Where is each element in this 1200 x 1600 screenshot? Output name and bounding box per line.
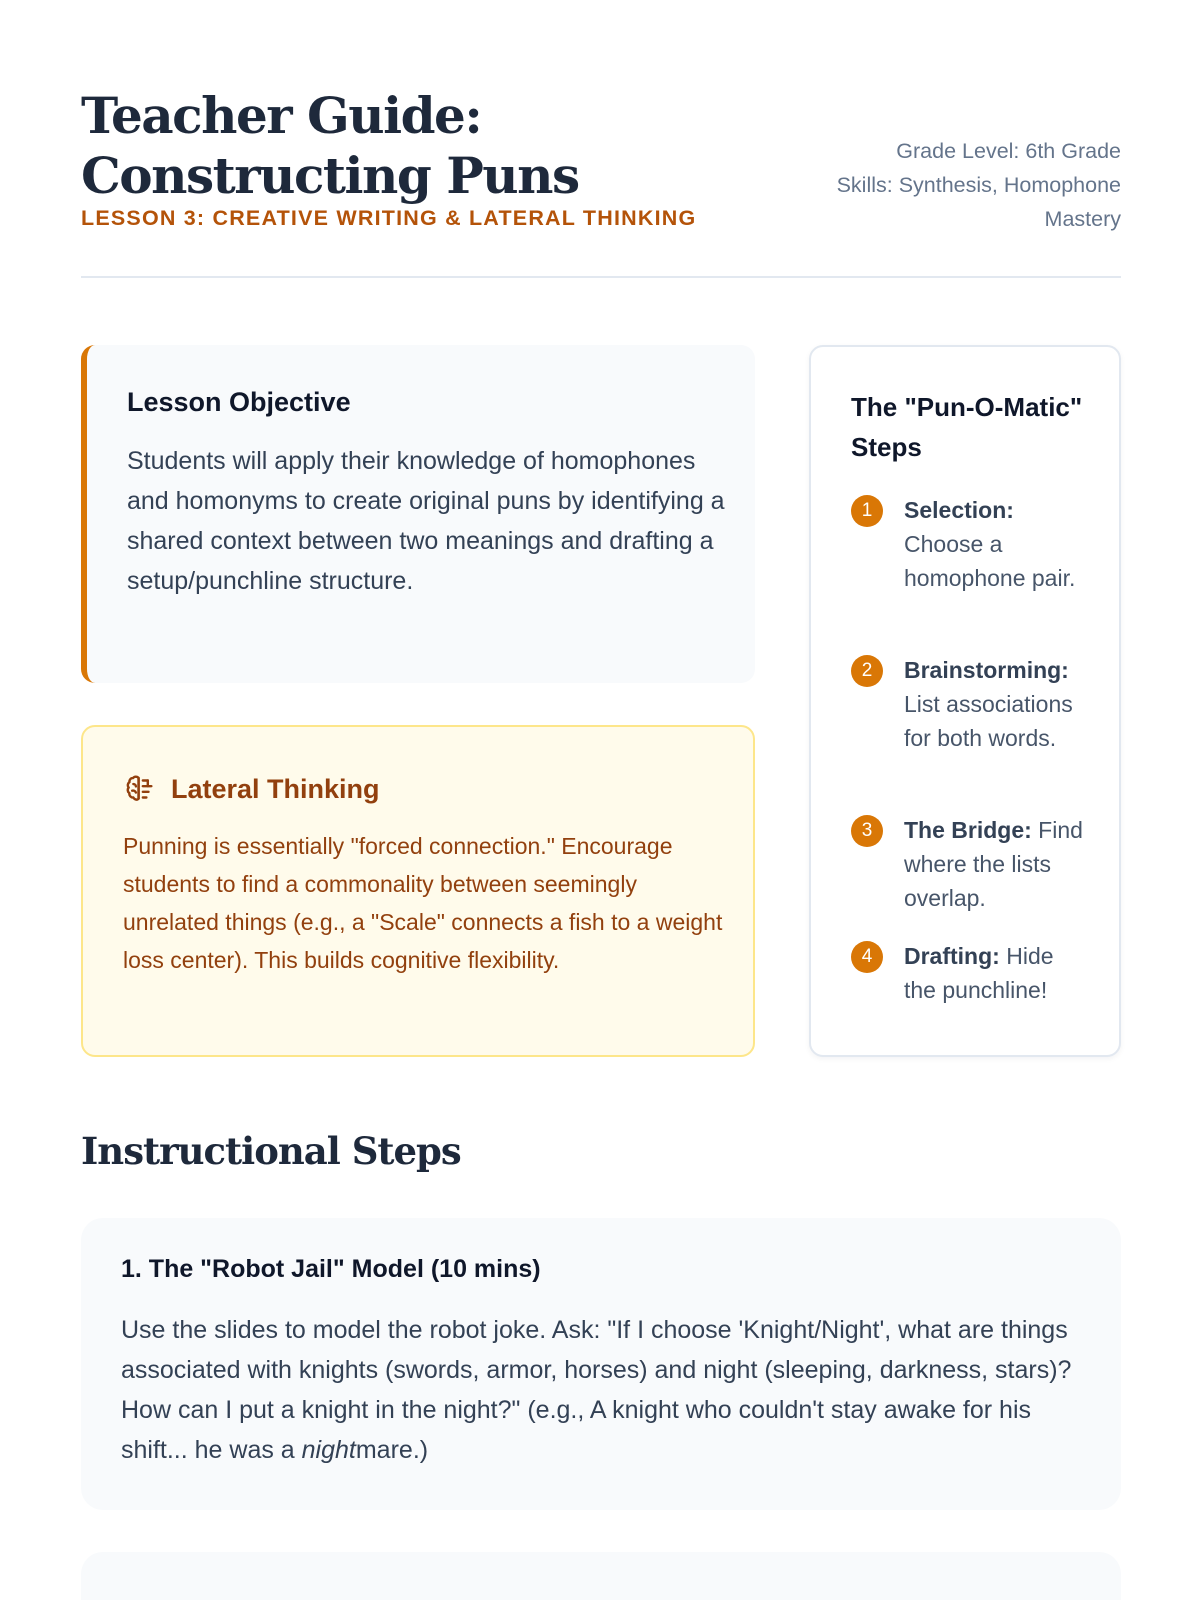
step-description: Hide the punchline!: [904, 943, 1054, 1003]
step-label: Brainstorming:: [904, 657, 1069, 683]
step-text: [904, 653, 1084, 755]
sidebar-heading: The "Pun-O-Matic" Steps: [851, 392, 1083, 462]
lateral-thinking-card: [81, 725, 755, 1057]
step-label: Selection:: [904, 497, 1014, 523]
step-text: [904, 939, 1084, 1007]
lesson-meta: [771, 134, 1121, 236]
skills-list: Skills: Synthesis, Homophone Mastery: [836, 173, 1121, 231]
instruction-card-partial: [81, 1552, 1121, 1600]
tip-header: [123, 771, 380, 807]
step-number-badge: 2: [851, 655, 883, 687]
step-number-badge: 3: [851, 815, 883, 847]
teacher-guide-page: [81, 0, 1121, 1600]
brain-icon: [123, 772, 157, 806]
objective-heading: Lesson Objective: [127, 387, 351, 417]
objective-text: Students will apply their knowledge of homophones and homonyms to create original puns by identifying a shared context between two meanings and drafting a setup/punchline structure.: [127, 447, 725, 595]
grade-level: Grade Level: 6th Grade: [896, 139, 1121, 163]
objective-card: [81, 345, 755, 683]
instruction-emphasis: night: [301, 1436, 356, 1464]
pun-o-matic-sidebar: [809, 345, 1121, 1057]
instruction-text-start: Use the slides to model the robot joke. Ask: "If I choose 'Knight/Night', what are things associated with knights (swords, armor, horses) and night (sleeping, darkness, stars)? How can I put a knight in the night?" (e.g., A knight who couldn't stay awake for his shift... he was a: [121, 1316, 1072, 1464]
instruction-text: [121, 1310, 1081, 1470]
page-title: Teacher Guide: Constructing Puns: [81, 86, 579, 205]
step-label: The Bridge:: [904, 817, 1032, 843]
step-text: [904, 813, 1084, 915]
step-text: [904, 493, 1084, 595]
instruction-card: [81, 1218, 1121, 1510]
instruction-title: 1. The "Robot Jail" Model (10 mins): [121, 1255, 541, 1283]
step-description: Choose a homophone pair.: [904, 531, 1076, 591]
instructional-steps-heading: Instructional Steps: [81, 1129, 461, 1173]
tip-text: Punning is essentially "forced connection." Encourage students to find a commonality between seemingly unrelated things (e.g., a "Scale" connects a fish to a weight loss center). This builds cognitive flexibility.: [123, 833, 723, 973]
instruction-text-end: mare.): [355, 1436, 429, 1464]
step-description: Find where the lists overlap.: [904, 817, 1083, 911]
step-description: List associations for both words.: [904, 691, 1073, 751]
tip-heading: Lateral Thinking: [171, 773, 380, 804]
step-label: Drafting:: [904, 943, 1000, 969]
step-number-badge: 4: [851, 941, 883, 973]
lesson-subtitle: LESSON 3: CREATIVE WRITING & LATERAL THINKING: [81, 206, 697, 230]
step-number-badge: 1: [851, 495, 883, 527]
page-header: [81, 80, 1121, 278]
